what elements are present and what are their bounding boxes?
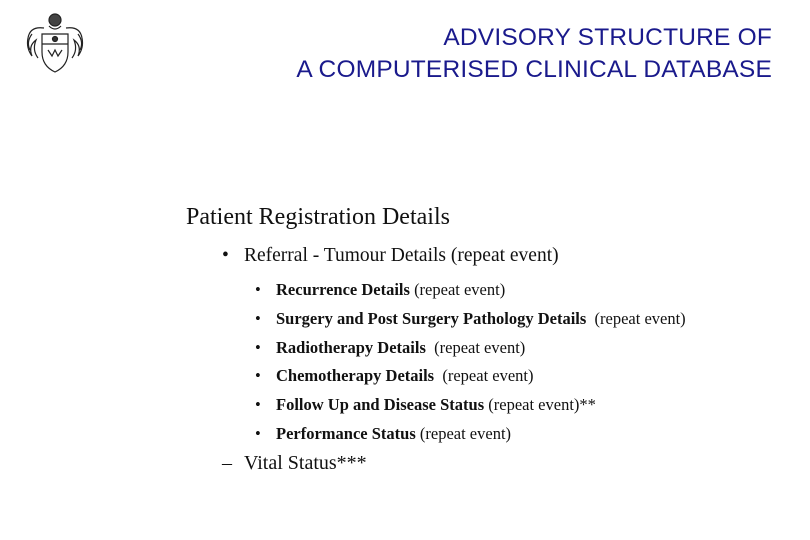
bullet: •	[255, 280, 261, 299]
item-label: Follow Up and Disease Status	[276, 395, 485, 415]
dash: –	[222, 452, 232, 474]
list-item	[255, 394, 686, 423]
list-item	[255, 337, 686, 366]
item-label: Chemotherapy Details	[276, 366, 435, 386]
bullet: •	[222, 245, 229, 266]
list-item	[255, 279, 686, 308]
item-suffix: (repeat event)	[586, 308, 686, 328]
bullet: •	[255, 423, 261, 443]
list-item	[255, 365, 686, 394]
event-list	[255, 279, 686, 452]
list-item	[255, 423, 686, 452]
item-label: Radiotherapy Details	[276, 337, 426, 357]
referral-suffix: (repeat event)	[446, 245, 559, 266]
item-suffix: (repeat event)	[415, 423, 512, 443]
item-label: Performance Status	[276, 423, 416, 443]
list-item	[255, 308, 686, 337]
vital-status-label: Vital Status***	[244, 452, 367, 474]
bullet: •	[255, 366, 261, 386]
bullet: •	[255, 308, 261, 328]
referral-item	[222, 245, 559, 267]
bullet: •	[255, 337, 261, 357]
title-line-2: A COMPUTERISED CLINICAL DATABASE	[296, 56, 772, 83]
title-line-1: ADVISORY STRUCTURE OF	[443, 24, 772, 51]
item-suffix: (repeat event)	[434, 366, 534, 386]
bullet: •	[255, 395, 261, 415]
section-heading: Patient Registration Details	[186, 204, 450, 230]
item-label: Surgery and Post Surgery Pathology Details	[276, 308, 587, 328]
item-suffix: (repeat event)	[425, 337, 526, 357]
item-suffix: (repeat event)**	[484, 395, 596, 415]
referral-label: Referral - Tumour Details	[244, 245, 447, 266]
slide-title	[296, 22, 772, 86]
item-suffix: (repeat event)	[409, 280, 506, 299]
coat-of-arms-icon	[22, 8, 88, 78]
vital-status-item	[222, 452, 367, 475]
item-label: Recurrence Details	[276, 280, 410, 299]
